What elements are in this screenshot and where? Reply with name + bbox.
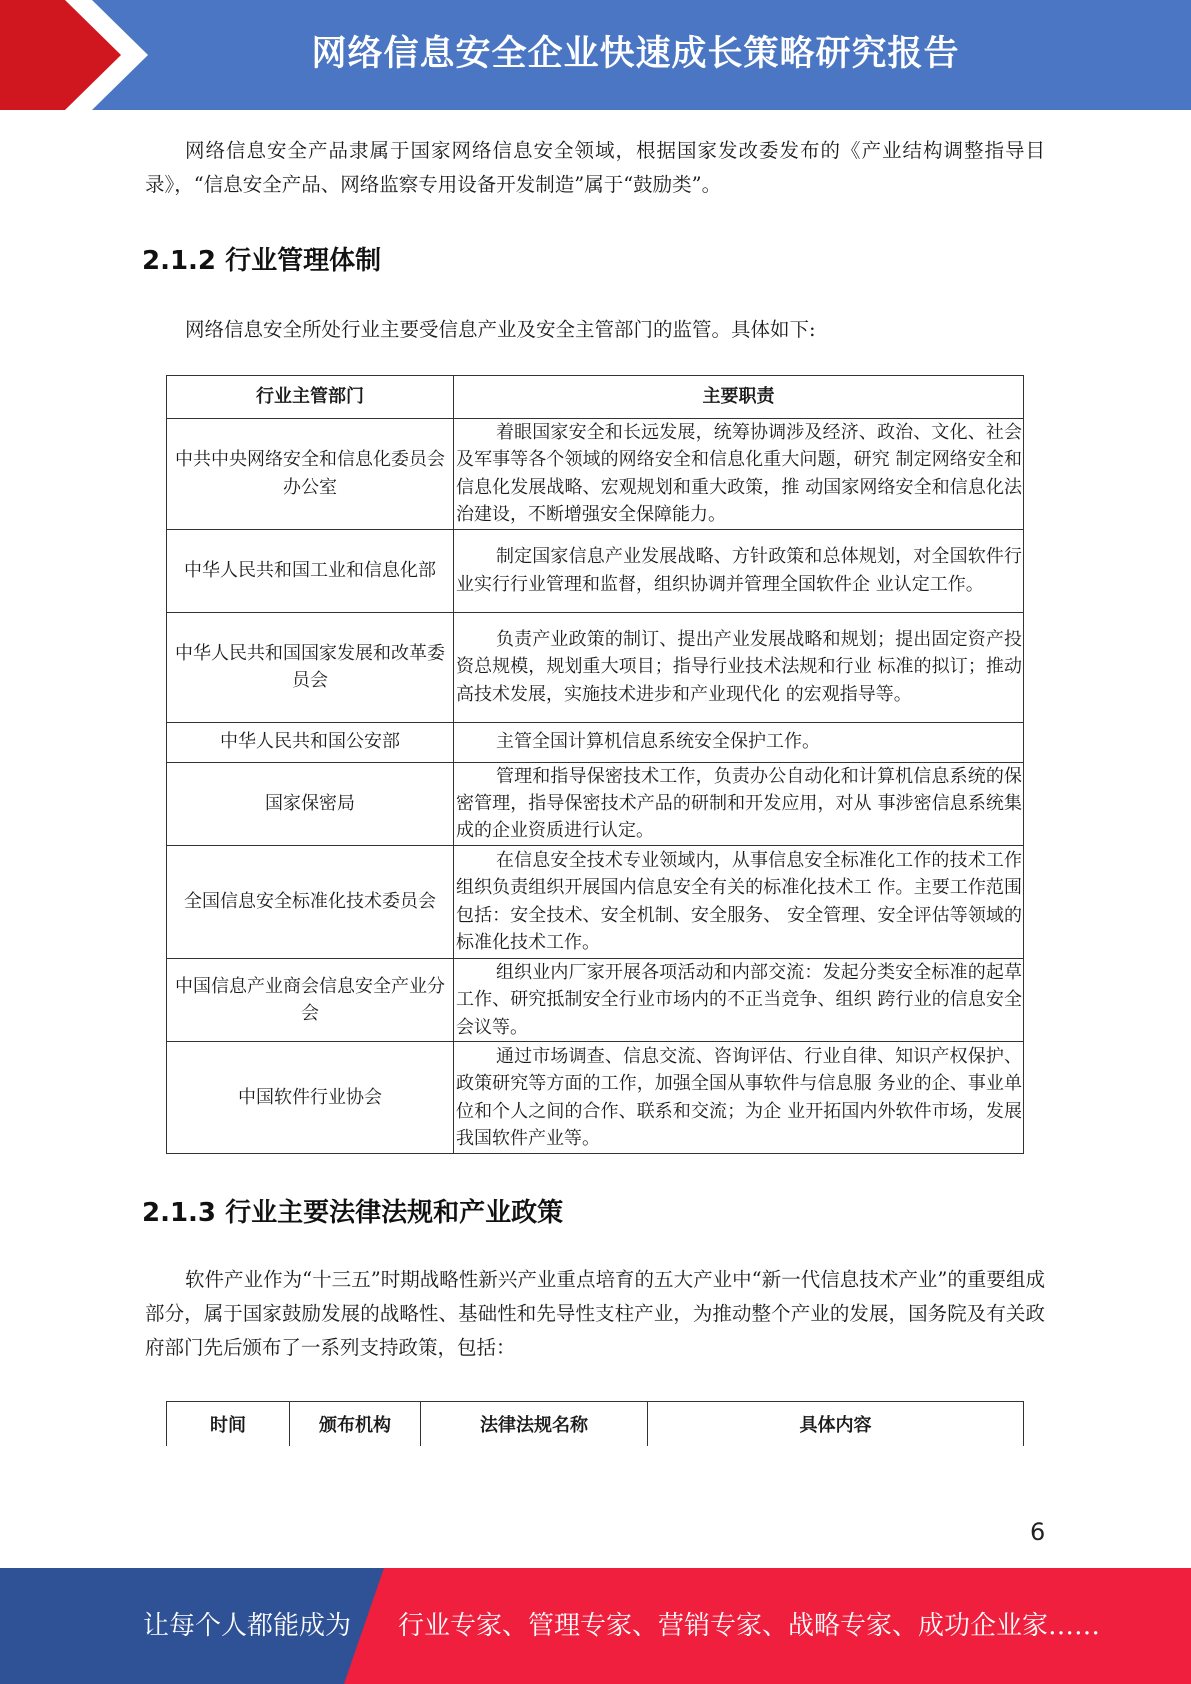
page-number: 6 bbox=[1030, 1518, 1046, 1546]
footer-banner bbox=[0, 1568, 1191, 1684]
policy-table bbox=[166, 1401, 1024, 1446]
section-heading-2-1-3: 2.1.3 行业主要法律法规和产业政策 bbox=[142, 1198, 564, 1228]
duty-cell: 管理和指导保密技术工作，负责办公自动化和计算机信息系统的保密管理，指导保密技术产品的研制和开发应用，对从 事涉密信息系统集成的企业资质进行认定。 bbox=[454, 762, 1024, 845]
header-arrow-decoration bbox=[0, 0, 150, 110]
section-2-1-3-paragraph: 软件产业作为“十三五”时期战略性新兴产业重点培育的五大产业中“新一代信息技术产业”的重要组成部分，属于国家鼓励发展的战略性、基础性和先导性支柱产业，为推动整个产业的发展，国务院及有关政府部门先后颁布了一系列支持政策，包括： bbox=[145, 1268, 1045, 1359]
department-cell: 中国软件行业协会 bbox=[167, 1042, 454, 1154]
column-header-time: 时间 bbox=[167, 1402, 290, 1447]
report-title: 网络信息安全企业快速成长策略研究报告 bbox=[311, 34, 960, 74]
footer-slogan-left: 让每个人都能成为 bbox=[143, 1611, 352, 1641]
department-cell: 国家保密局 bbox=[167, 762, 454, 845]
column-header-regulation-name: 法律法规名称 bbox=[421, 1402, 648, 1447]
regulator-table bbox=[166, 375, 1024, 1154]
department-cell: 中华人民共和国工业和信息化部 bbox=[167, 529, 454, 612]
duty-cell: 制定国家信息产业发展战略、方针政策和总体规划，对全国软件行业实行行业管理和监督，组织协调并管理全国软件企 业认定工作。 bbox=[454, 529, 1024, 612]
column-header-duties: 主要职责 bbox=[454, 376, 1024, 419]
duty-cell: 负责产业政策的制订、提出产业发展战略和规划；提出固定资产投资总规模，规划重大项目；指导行业技术法规和行业 标准的拟订；推动高技术发展，实施技术进步和产业现代化 的宏观指导等。 bbox=[454, 612, 1024, 722]
table-row bbox=[167, 762, 1024, 845]
table-row bbox=[167, 1042, 1024, 1154]
intro-paragraph: 网络信息安全产品隶属于国家网络信息安全领域，根据国家发改委发布的《产业结构调整指导目录》，“信息安全产品、网络监察专用设备开发制造”属于“鼓励类”。 bbox=[145, 139, 1045, 196]
section-heading-2-1-2: 2.1.2 行业管理体制 bbox=[142, 246, 382, 276]
table-header-row bbox=[167, 376, 1024, 419]
department-cell: 全国信息安全标准化技术委员会 bbox=[167, 845, 454, 958]
table-row bbox=[167, 845, 1024, 958]
column-header-department: 行业主管部门 bbox=[167, 376, 454, 419]
department-cell: 中国信息产业商会信息安全产业分会 bbox=[167, 958, 454, 1041]
department-cell: 中华人民共和国国家发展和改革委员会 bbox=[167, 612, 454, 722]
duty-cell: 在信息安全技术专业领域内，从事信息安全标准化工作的技术工作组织负责组织开展国内信息安全有关的标准化技术工 作。主要工作范围包括：安全技术、安全机制、安全服务、 安全管理、安全评估等领域的标准化技术工作。 bbox=[454, 845, 1024, 958]
duty-cell: 主管全国计算机信息系统安全保护工作。 bbox=[454, 722, 1024, 762]
department-cell: 中华人民共和国公安部 bbox=[167, 722, 454, 762]
column-header-content: 具体内容 bbox=[648, 1402, 1024, 1447]
table-row bbox=[167, 958, 1024, 1041]
column-header-issuer: 颁布机构 bbox=[290, 1402, 421, 1447]
table-row bbox=[167, 722, 1024, 762]
duty-cell: 组织业内厂家开展各项活动和内部交流：发起分类安全标准的起草工作、研究抵制安全行业市场内的不正当竞争、组织 跨行业的信息安全会议等。 bbox=[454, 958, 1024, 1041]
table-row bbox=[167, 419, 1024, 530]
department-cell: 中共中央网络安全和信息化委员会办公室 bbox=[167, 419, 454, 530]
section-2-1-2-paragraph: 网络信息安全所处行业主要受信息产业及安全主管部门的监管。具体如下: bbox=[185, 318, 816, 341]
table-row bbox=[167, 612, 1024, 722]
table-row bbox=[167, 529, 1024, 612]
footer-slogan-right: 行业专家、管理专家、营销专家、战略专家、成功企业家…… bbox=[398, 1611, 1101, 1641]
table-header-row bbox=[167, 1402, 1024, 1447]
duty-cell: 着眼国家安全和长远发展，统筹协调涉及经济、政治、文化、社会及军事等各个领域的网络安全和信息化重大问题，研究 制定网络安全和信息化发展战略、宏观规划和重大政策，推 动国家网络安全和信息化法治建设，不断增强安全保障能力。 bbox=[454, 419, 1024, 530]
header-banner bbox=[0, 0, 1191, 110]
duty-cell: 通过市场调查、信息交流、咨询评估、行业自律、知识产权保护、政策研究等方面的工作，加强全国从事软件与信息服 务业的企、事业单位和个人之间的合作、联系和交流；为企 业开拓国内外软件市场，发展我国软件产业等。 bbox=[454, 1042, 1024, 1154]
